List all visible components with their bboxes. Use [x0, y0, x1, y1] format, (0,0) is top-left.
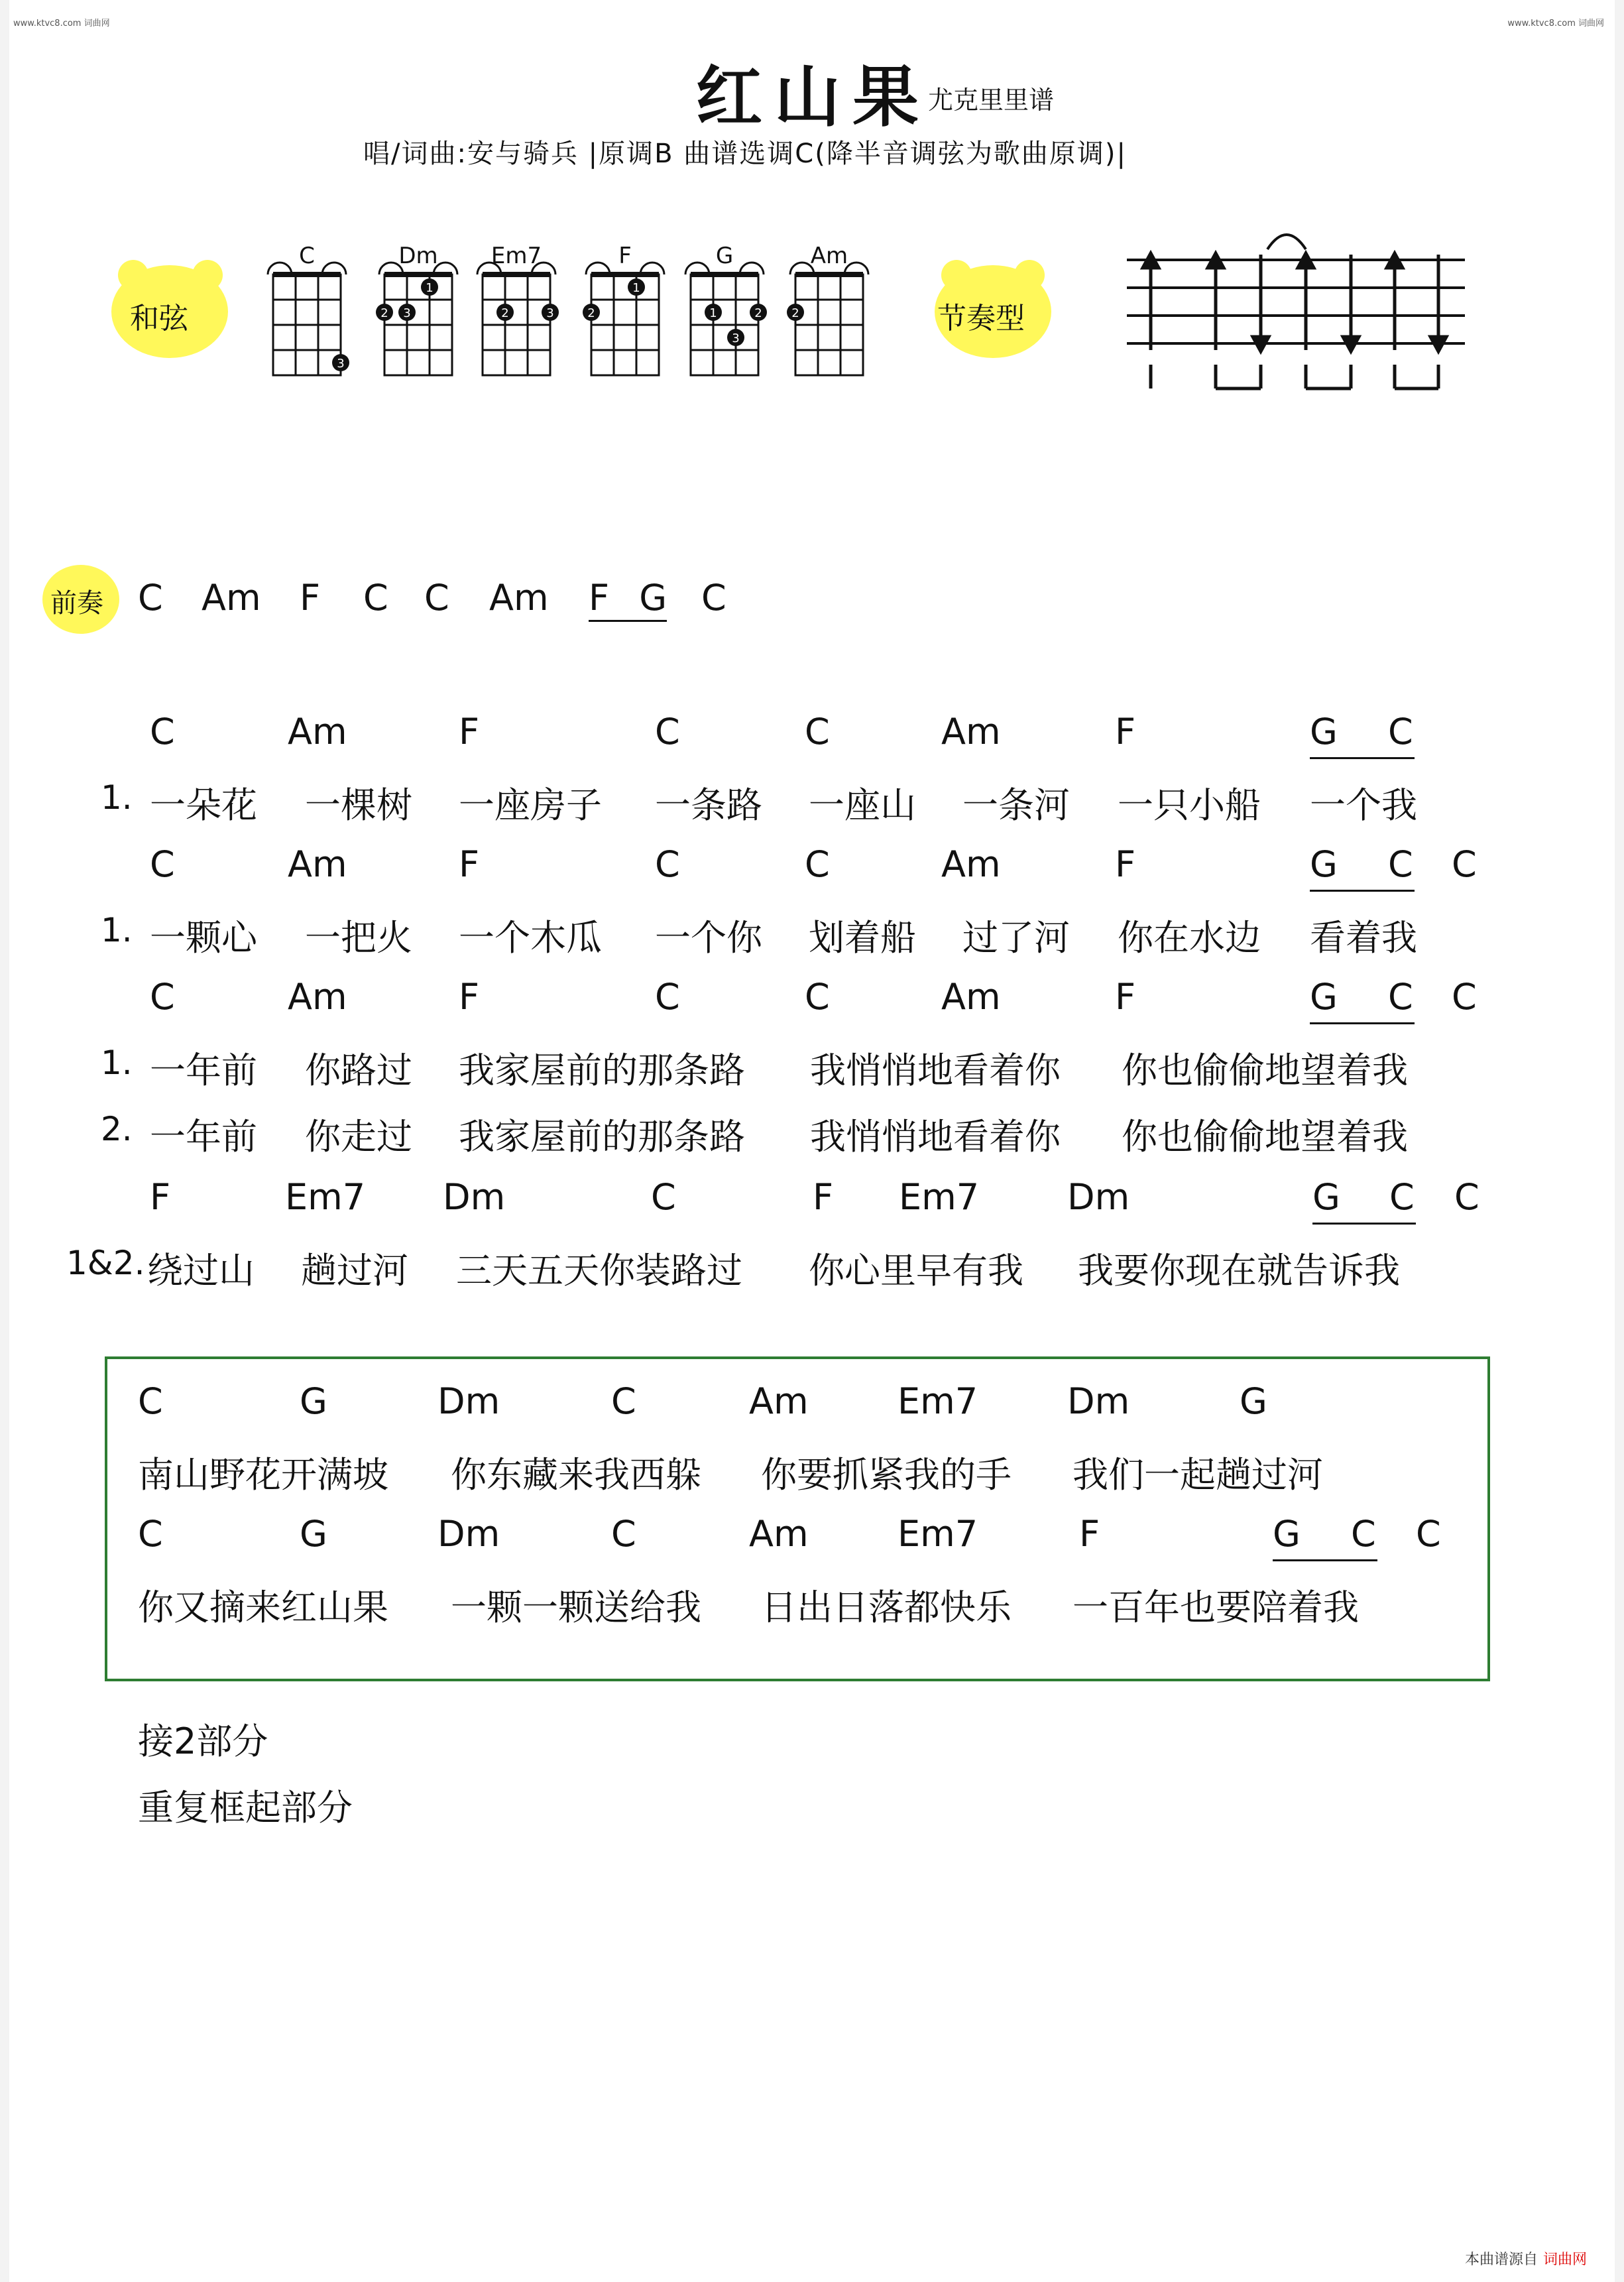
verse-chord: G: [1310, 711, 1338, 752]
lyric-phrase: 一朵花: [150, 784, 257, 826]
lyric-phrase: 你心里早有我: [809, 1250, 1023, 1291]
intro-chord: C: [363, 577, 388, 619]
intro-chord: F G: [589, 577, 667, 622]
chord-label-ear-right: [192, 260, 223, 290]
note-line-2: 重复框起部分: [138, 1787, 353, 1829]
intro-chord: Am: [489, 577, 549, 619]
lyric-phrase: 一年前: [150, 1116, 257, 1158]
verse-chord: C: [655, 976, 680, 1018]
lyric-phrase: 一棵树: [305, 784, 412, 826]
lyric-phrase: 一把火: [305, 917, 412, 959]
lyric-phrase: 划着船: [809, 917, 916, 959]
chorus-chord: C: [611, 1380, 636, 1422]
verse-chord: F: [1115, 976, 1136, 1018]
chord-name: G: [715, 243, 734, 269]
chorus-chord: C: [1416, 1513, 1441, 1555]
verse-chord: G: [1312, 1176, 1340, 1218]
chorus-chord: Am: [749, 1513, 809, 1555]
chorus-chord: C: [1351, 1513, 1376, 1555]
verse-chord: C: [655, 843, 680, 885]
verse-number: 1.: [101, 778, 133, 817]
chorus-chord: G: [300, 1380, 327, 1422]
lyric-phrase: 一个你: [655, 917, 762, 959]
chord-beat-underline: [1310, 1022, 1415, 1024]
lyric-phrase: 你在水边: [1118, 917, 1261, 959]
chorus-lyric: 你要抓紧我的手: [761, 1454, 1012, 1496]
lyric-phrase: 一条河: [962, 784, 1070, 826]
intro-label: 前奏: [50, 588, 103, 619]
verse-chord: C: [1389, 1176, 1415, 1218]
finger-number: 3: [546, 306, 554, 320]
chorus-chord: Em7: [898, 1380, 978, 1422]
verse-chord: Am: [288, 843, 347, 885]
chord-diagram-F: [583, 263, 664, 375]
chorus-chord: C: [138, 1513, 163, 1555]
verse-chord: Dm: [1067, 1176, 1130, 1218]
verse-chord: C: [655, 711, 680, 752]
verse-chord: F: [1115, 843, 1136, 885]
song-subtitle: 尤克里里谱: [928, 86, 1055, 115]
chord-name: Am: [810, 243, 848, 269]
note-line-1: 接2部分: [138, 1720, 268, 1762]
chorus-lyric: 南山野花开满坡: [138, 1454, 388, 1496]
chord-name: Dm: [398, 243, 438, 269]
lyric-phrase: 你路过: [305, 1050, 412, 1091]
verse-chord: C: [150, 711, 175, 752]
left-margin-strip: [0, 0, 9, 2282]
finger-number: 1: [426, 281, 434, 295]
chord-label-ear-left: [118, 260, 148, 290]
verse-number: 1.: [101, 1044, 133, 1082]
verse-chord: Am: [288, 976, 347, 1018]
lyric-phrase: 我悄悄地看着你: [810, 1116, 1061, 1158]
verse-chord: C: [1454, 1176, 1479, 1218]
verse-chord: Am: [941, 711, 1001, 752]
lyric-phrase: 你也偷偷地望着我: [1122, 1116, 1408, 1158]
finger-number: 3: [403, 306, 411, 320]
lyric-phrase: 我家屋前的那条路: [459, 1116, 745, 1158]
verse-chord: F: [459, 976, 480, 1018]
chorus-chord: Am: [749, 1380, 809, 1422]
lyric-phrase: 一只小船: [1118, 784, 1261, 826]
verse-chord: Am: [941, 976, 1001, 1018]
verse-number: 2.: [101, 1110, 133, 1148]
verse-chord: C: [1452, 976, 1477, 1018]
chord-diagram-Em7: [477, 263, 559, 375]
chorus-lyric: 一百年也要陪着我: [1073, 1587, 1359, 1628]
verse-chord: C: [651, 1176, 676, 1218]
chord-diagram-G: [685, 263, 767, 375]
intro-chord: C: [701, 577, 726, 619]
chorus-chord: Dm: [437, 1513, 500, 1555]
lyric-phrase: 一座房子: [459, 784, 602, 826]
verse-chord: C: [805, 976, 830, 1018]
chord-beat-underline: [1273, 1559, 1377, 1561]
rhythm-section-label: 节奏型: [937, 302, 1025, 335]
finger-number: 2: [791, 306, 799, 320]
finger-number: 1: [709, 306, 717, 320]
lyric-phrase: 趟过河: [301, 1250, 408, 1291]
chorus-lyric: 我们一起趟过河: [1073, 1454, 1323, 1496]
verse-chord: G: [1310, 976, 1338, 1018]
verse-chord: C: [150, 976, 175, 1018]
footer-text: 本曲谱源自: [1464, 2252, 1538, 2268]
verse-number: 1&2.: [66, 1244, 145, 1282]
verse-chord: C: [805, 843, 830, 885]
finger-number: 1: [632, 281, 640, 295]
verse-number: 1.: [101, 911, 133, 949]
intro-chord: F: [300, 577, 321, 619]
verse-chord: F: [813, 1176, 834, 1218]
chorus-chord: F: [1079, 1513, 1100, 1555]
finger-number: 2: [754, 306, 762, 320]
chord-name: F: [618, 243, 632, 269]
verse-chord: Am: [288, 711, 347, 752]
finger-number: 2: [587, 306, 595, 320]
chorus-lyric: 你又摘来红山果: [138, 1587, 388, 1628]
verse-chord: C: [1452, 843, 1477, 885]
rhythm-label-ear-left: [941, 260, 972, 290]
right-margin-strip: [1615, 0, 1624, 2282]
lyric-phrase: 看着我: [1310, 917, 1417, 959]
chord-beat-underline: [1310, 757, 1415, 759]
lyric-phrase: 一颗心: [150, 917, 257, 959]
verse-chord: F: [1115, 711, 1136, 752]
chorus-lyric: 日出日落都快乐: [761, 1587, 1012, 1628]
verse-chord: Em7: [285, 1176, 366, 1218]
chord-section-label: 和弦: [130, 302, 188, 335]
verse-chord: F: [459, 843, 480, 885]
lyric-phrase: 一个我: [1310, 784, 1417, 826]
chorus-chord: Em7: [898, 1513, 978, 1555]
lyric-phrase: 你也偷偷地望着我: [1122, 1050, 1408, 1091]
verse-chord: C: [1388, 711, 1413, 752]
verse-chord: F: [150, 1176, 171, 1218]
chord-diagrams: [259, 245, 895, 404]
lyric-phrase: 我要你现在就告诉我: [1078, 1250, 1400, 1291]
lyric-phrase: 我悄悄地看着你: [810, 1050, 1061, 1091]
lyric-phrase: 过了河: [962, 917, 1070, 959]
verse-chord: C: [1388, 976, 1413, 1018]
lyric-phrase: 一座山: [809, 784, 916, 826]
chord-name: C: [299, 243, 315, 269]
verse-chord: G: [1310, 843, 1338, 885]
finger-number: 2: [501, 306, 509, 320]
chord-diagram-Dm: [376, 263, 457, 375]
chord-diagram-C: [268, 263, 349, 375]
verse-chord: Dm: [443, 1176, 506, 1218]
lyric-phrase: 我家屋前的那条路: [459, 1050, 745, 1091]
chorus-chord: Dm: [1067, 1380, 1130, 1422]
lyric-phrase: 一年前: [150, 1050, 257, 1091]
chorus-chord: G: [1240, 1380, 1267, 1422]
rhythm-label-ear-right: [1014, 260, 1045, 290]
lyric-phrase: 三天五天你装路过: [456, 1250, 742, 1291]
lyric-phrase: 绕过山: [147, 1250, 255, 1291]
verse-chord: Am: [941, 843, 1001, 885]
lyric-phrase: 你走过: [305, 1116, 412, 1158]
finger-number: 3: [337, 357, 345, 371]
chorus-chord: G: [300, 1513, 327, 1555]
verse-chord: F: [459, 711, 480, 752]
song-title: 红山果: [696, 58, 931, 136]
chorus-chord: G: [1273, 1513, 1301, 1555]
song-info: 唱/词曲:安与骑兵 |原调B 曲谱选调C(降半音调弦为歌曲原调)|: [363, 139, 1127, 169]
chord-diagram-Am: [787, 263, 868, 375]
chorus-lyric: 你东藏来我西躲: [451, 1454, 701, 1496]
verse-chord: C: [150, 843, 175, 885]
chord-beat-underline: [1312, 1223, 1416, 1225]
finger-number: 3: [732, 331, 740, 345]
footer-brand: 词曲网: [1542, 2252, 1587, 2268]
intro-chord: C: [138, 577, 163, 619]
verse-chord: Em7: [899, 1176, 980, 1218]
lyric-phrase: 一条路: [655, 784, 762, 826]
chorus-lyric: 一颗一颗送给我: [451, 1587, 701, 1628]
footer-credit: [1465, 2248, 1587, 2269]
chorus-chord: Dm: [437, 1380, 500, 1422]
verse-chord: C: [805, 711, 830, 752]
finger-number: 2: [380, 306, 388, 320]
site-watermark-left: www.ktvc8.com 词曲网: [13, 19, 110, 29]
chord-beat-underline: [1310, 890, 1415, 892]
rhythm-pattern: [1120, 225, 1465, 398]
chorus-chord: C: [138, 1380, 163, 1422]
site-watermark-right: www.ktvc8.com 词曲网: [1507, 19, 1604, 29]
verse-chord: C: [1388, 843, 1413, 885]
chord-name: Em7: [491, 243, 542, 269]
intro-chord: Am: [202, 577, 261, 619]
chorus-chord: C: [611, 1513, 636, 1555]
intro-chord: C: [424, 577, 449, 619]
lyric-phrase: 一个木瓜: [459, 917, 602, 959]
